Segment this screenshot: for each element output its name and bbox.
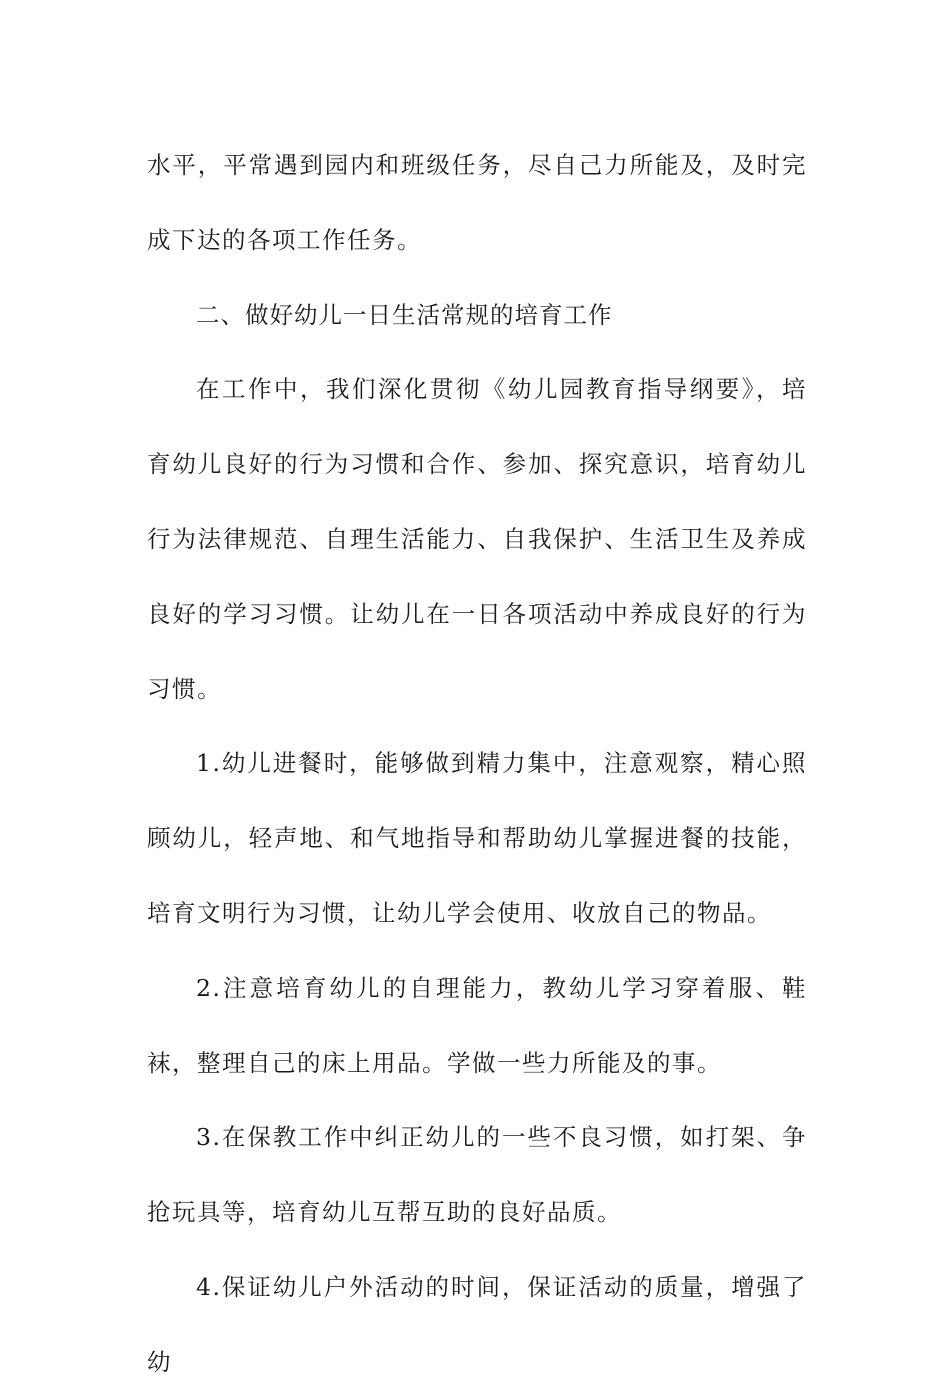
document-body — [147, 128, 807, 1400]
paragraph-continuation: 水平，平常遇到园内和班级任务，尽自己力所能及，及时完成下达的各项工作任务。 — [147, 151, 807, 254]
paragraph-intro: 在工作中，我们深化贯彻《幼儿园教育指导纲要》，培育幼儿良好的行为习惯和合作、参加、探究意识，培育幼儿行为法律规范、自理生活能力、自我保护、生活卫生及养成良好的学习习惯。让幼儿在一日各项活动中养成良好的行为习惯。 — [147, 375, 807, 703]
section-heading: 二、做好幼儿一日生活常规的培育工作 — [196, 300, 613, 329]
list-item-3: 3.在保教工作中纠正幼儿的一些不良习惯，如打架、争抢玩具等，培育幼儿互帮互助的良好品质。 — [147, 1123, 807, 1227]
list-item-4: 4.保证幼儿户外活动的时间，保证活动的质量，增强了幼 — [147, 1272, 807, 1376]
list-item-2: 2.注意培育幼儿的自理能力，教幼儿学习穿着服、鞋袜，整理自己的床上用品。学做一些力所能及的事。 — [147, 973, 807, 1077]
list-item-1: 1.幼儿进餐时，能够做到精力集中，注意观察，精心照顾幼儿，轻声地、和气地指导和帮助幼儿掌握进餐的技能，培育文明行为习惯，让幼儿学会使用、收放自己的物品。 — [147, 749, 807, 927]
